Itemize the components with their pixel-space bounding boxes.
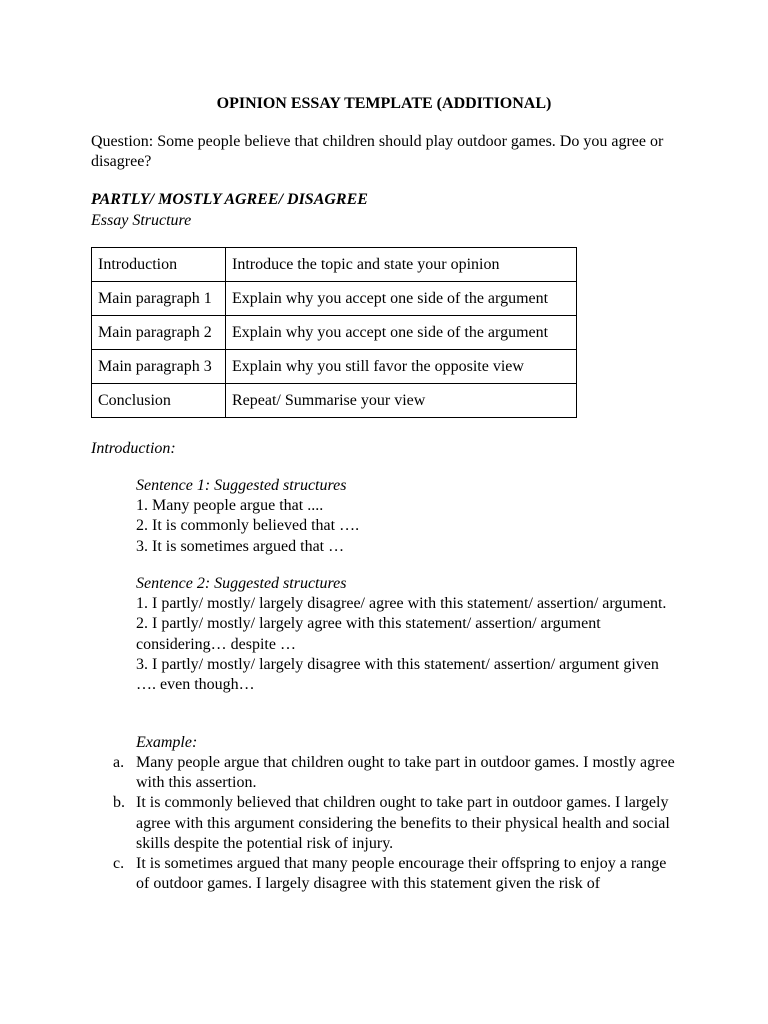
structure-line: 1. Many people argue that ....: [136, 497, 324, 515]
example-text: It is commonly believed that children ought to take part in outdoor games. I largely agree with this argument considering the benefits to their physical health and social skills despite the potential risk of injury.: [136, 794, 670, 852]
introduction-label: Introduction:: [91, 440, 176, 457]
table-cell-description: Explain why you accept one side of the argument: [226, 282, 577, 316]
table-row: [92, 248, 577, 282]
example-label-block: [136, 733, 676, 753]
list-item: [113, 753, 676, 793]
essay-question: Question: Some people believe that children should play outdoor games. Do you agree or disagree?: [91, 133, 664, 170]
sentence-1-heading: Sentence 1: Suggested structures: [136, 477, 347, 494]
structure-line: 2. I partly/ mostly/ largely agree with this statement/ assertion/ argument considering… despite …: [136, 615, 601, 653]
list-marker: a.: [113, 754, 125, 771]
document-title: OPINION ESSAY TEMPLATE (ADDITIONAL): [216, 95, 552, 112]
example-label: Example:: [136, 734, 198, 751]
list-marker: b.: [113, 794, 125, 812]
example-text: It is sometimes argued that many people encourage their offspring to enjoy a range of outdoor games. I largely disagree with this statement given the risk of: [136, 855, 667, 893]
table-cell-section: Main paragraph 3: [92, 350, 226, 384]
table-cell-description: Explain why you still favor the opposite view: [226, 350, 577, 384]
table-cell-description: Repeat/ Summarise your view: [226, 384, 577, 418]
example-list: [113, 753, 676, 894]
essay-structure-table: [91, 247, 577, 418]
table-cell-section: Introduction: [92, 248, 226, 282]
table-cell-description: Explain why you accept one side of the argument: [226, 316, 577, 350]
list-marker: c.: [113, 855, 125, 873]
table-row: [92, 384, 577, 418]
essay-structure-label: Essay Structure: [91, 212, 192, 229]
sentence-1-block: [136, 476, 676, 557]
sentence-2-heading: Sentence 2: Suggested structures: [136, 575, 347, 592]
table-cell-description: Introduce the topic and state your opinion: [226, 248, 577, 282]
structure-line: 3. It is sometimes argued that …: [136, 537, 345, 555]
table-row: [92, 282, 577, 316]
structure-line: 3. I partly/ mostly/ largely disagree with this statement/ assertion/ argument given …. even though…: [136, 655, 659, 694]
table-row: [92, 316, 577, 350]
sentence-2-block: [136, 574, 676, 695]
table-cell-section: Main paragraph 2: [92, 316, 226, 350]
structure-line: 2. It is commonly believed that ….: [136, 517, 360, 535]
example-text: Many people argue that children ought to take part in outdoor games. I mostly agree with this assertion.: [136, 754, 675, 792]
table-row: [92, 350, 577, 384]
list-item: [113, 854, 676, 894]
stance-heading: PARTLY/ MOSTLY AGREE/ DISAGREE: [91, 191, 368, 208]
table-cell-section: Main paragraph 1: [92, 282, 226, 316]
list-item: [113, 793, 676, 854]
structure-line: 1. I partly/ mostly/ largely disagree/ agree with this statement/ assertion/ argument.: [136, 595, 667, 613]
table-cell-section: Conclusion: [92, 384, 226, 418]
